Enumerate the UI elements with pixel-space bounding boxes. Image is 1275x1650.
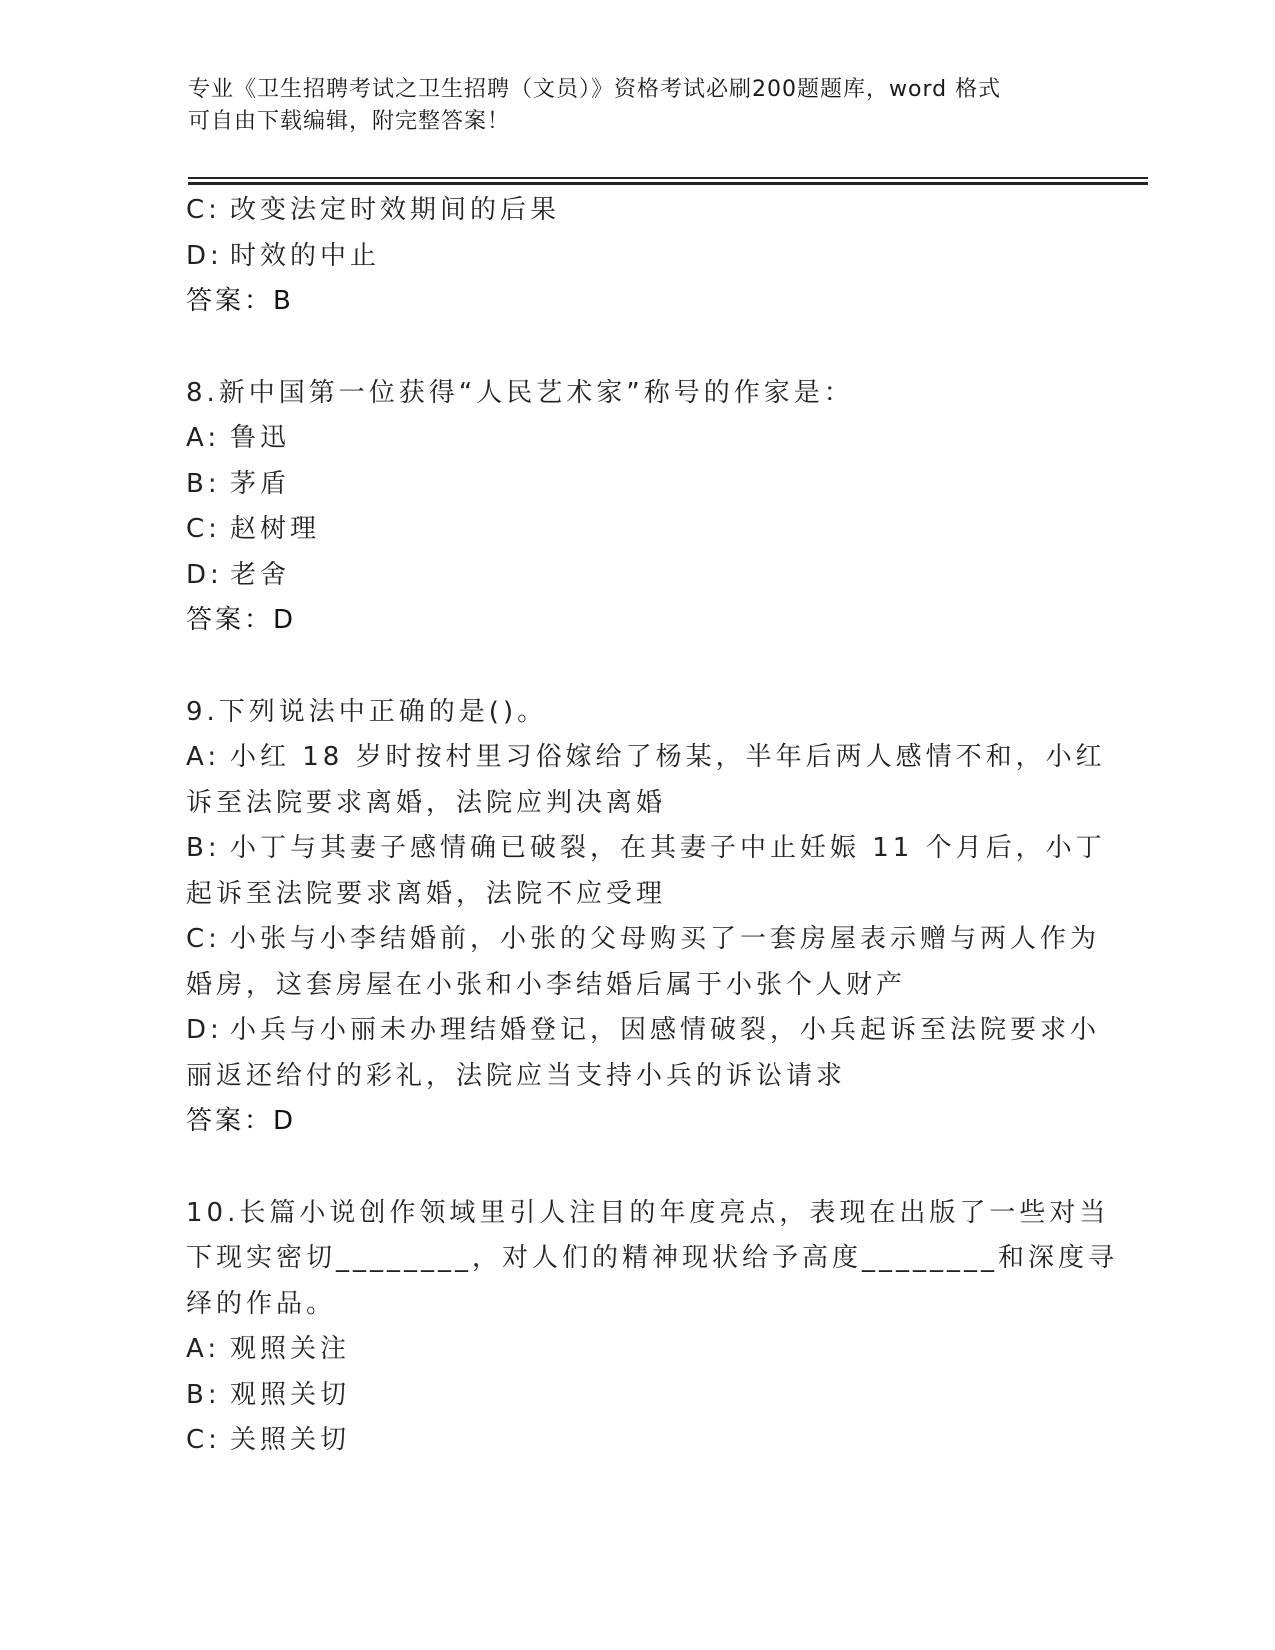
option-line: [186, 826, 1106, 872]
option-text: 小丁与其妻子感情确已破裂，在其妻子中止妊娠 11 个月后，小丁: [230, 833, 1106, 863]
option-text: 茅盾: [230, 468, 291, 499]
question-7-tail: [186, 188, 1066, 325]
option-key: C:: [186, 195, 221, 225]
question-8: [186, 371, 1066, 644]
spacer: [186, 325, 1066, 371]
question-9: [186, 690, 1106, 1145]
question-10: [186, 1191, 1119, 1464]
option-text: 小兵与小丽未办理结婚登记，因感情破裂，小兵起诉至法院要求小: [230, 1015, 1101, 1045]
option-key: B:: [186, 468, 221, 499]
option-key: A:: [186, 423, 221, 453]
option-d: [186, 1008, 1101, 1099]
option-text: 关照关切: [230, 1425, 351, 1455]
question-stem-line-2: 下现实密切________，对人们的精神现状给予高度________和深度寻: [186, 1243, 1119, 1273]
option-text: 老舍: [230, 559, 291, 590]
option-a: [186, 1327, 1066, 1373]
option-line: [186, 1008, 1101, 1054]
option-key: C:: [186, 514, 221, 544]
option-text-continued: 婚房，这套房屋在小张和小李结婚后属于小张个人财产: [186, 969, 907, 1000]
option-c: [186, 188, 1066, 234]
option-b: [186, 462, 1066, 508]
spacer: [186, 644, 1066, 690]
option-key: C:: [186, 1425, 221, 1455]
option-text: 观照关切: [230, 1379, 351, 1410]
header-title-line-1: 专业《卫生招聘考试之卫生招聘（文员）》资格考试必刷200题题库，word 格式: [188, 77, 1002, 102]
header-title-line-2: 可自由下载编辑，附完整答案！: [188, 109, 511, 134]
option-key: B:: [186, 833, 221, 863]
question-stem-line-1: 10.长篇小说创作领域里引人注目的年度亮点，表现在出版了一些对当: [186, 1197, 1110, 1228]
option-text: 小红 18 岁时按村里习俗嫁给了杨某，半年后两人感情不和，小红: [230, 742, 1106, 772]
option-c: [186, 507, 1066, 553]
answer: 答案：B: [186, 286, 294, 316]
option-text: 赵树理: [230, 514, 321, 544]
option-key: D:: [186, 1015, 223, 1045]
option-key: A:: [186, 742, 221, 772]
answer: 答案：D: [186, 1106, 297, 1136]
option-line: [186, 917, 1101, 963]
question-stem: 9.下列说法中正确的是()。: [186, 696, 548, 727]
answer: 答案：D: [186, 605, 297, 635]
option-line: [186, 735, 1106, 781]
question-stem-line-3: 绎的作品。: [186, 1288, 337, 1319]
option-key: C:: [186, 924, 221, 954]
option-key: A:: [186, 1334, 221, 1364]
option-c: [186, 1418, 1066, 1464]
option-text: 观照关注: [230, 1334, 351, 1364]
option-key: D:: [186, 240, 223, 271]
option-text: 时效的中止: [230, 240, 381, 271]
option-text: 改变法定时效期间的后果: [230, 195, 561, 225]
option-key: B:: [186, 1379, 221, 1410]
page-header: [188, 74, 1088, 138]
option-b: [186, 826, 1106, 917]
option-d: [186, 553, 1066, 599]
header-divider-thick: [188, 182, 1148, 185]
option-a: [186, 735, 1106, 826]
question-stem: 8.新中国第一位获得“人民艺术家”称号的作家是：: [186, 377, 854, 408]
option-text-continued: 起诉至法院要求离婚，法院不应受理: [186, 878, 667, 909]
option-key: D:: [186, 559, 223, 590]
option-b: [186, 1373, 1066, 1419]
option-text: 小张与小李结婚前，小张的父母购买了一套房屋表示赠与两人作为: [230, 924, 1101, 954]
option-text: 鲁迅: [230, 423, 291, 453]
header-divider-thin: [188, 177, 1148, 179]
option-text-continued: 诉至法院要求离婚，法院应判决离婚: [186, 787, 667, 818]
spacer: [186, 1145, 1066, 1191]
option-a: [186, 416, 1066, 462]
option-c: [186, 917, 1101, 1008]
question-list: [186, 188, 1119, 1464]
option-text-continued: 丽返还给付的彩礼，法院应当支持小兵的诉讼请求: [186, 1060, 847, 1091]
option-d: [186, 234, 1066, 280]
